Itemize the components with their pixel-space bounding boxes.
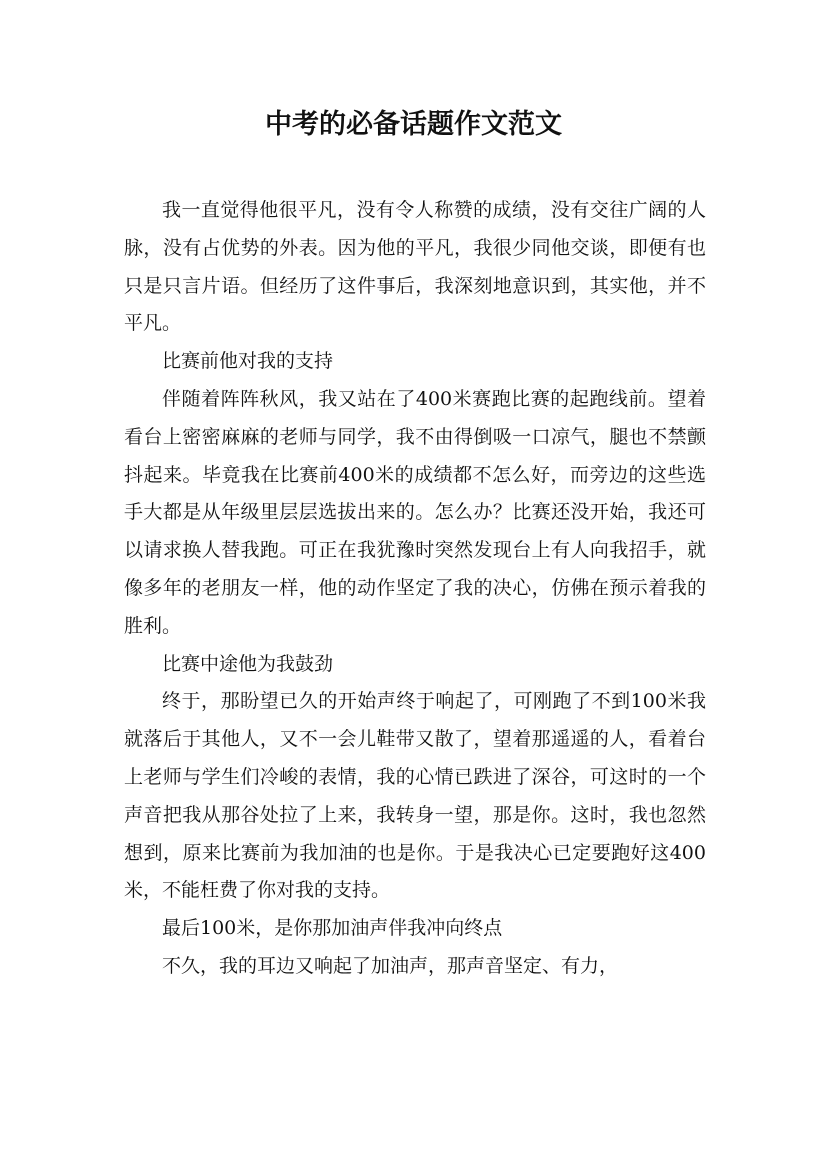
section-heading-before-race: 比赛前他对我的支持 (162, 350, 334, 373)
paragraph-final-100m: 不久，我的耳边又响起了加油声，那声音坚定、有力， (162, 954, 619, 977)
document-title: 中考的必备话题作文范文 (265, 109, 562, 140)
paragraph-intro: 我一直觉得他很平凡，没有令人称赞的成绩，没有交往广阔的人脉，没有占优势的外表。因为他的平凡，我很少同他交谈，即便有也只是只言片语。但经历了这件事后，我深刻地意识到，其实他，并不平凡。 (124, 199, 706, 335)
paragraph-mid-race: 终于，那盼望已久的开始声终于响起了，可刚跑了不到100米我就落后于其他人，又不一会儿鞋带又散了，望着那遥遥的人，看着台上老师与学生们冷峻的表情，我的心情已跌进了深谷，可这时的一个声音把我从那谷处拉了上来，我转身一望，那是你。这时，我也忽然想到，原来比赛前为我加油的也是你。于是我决心已定要跑好这400米，不能枉费了你对我的支持。 (124, 690, 706, 902)
paragraph-before-race: 伴随着阵阵秋风，我又站在了400米赛跑比赛的起跑线前。望着看台上密密麻麻的老师与同学，我不由得倒吸一口凉气，腿也不禁颤抖起来。毕竟我在比赛前400米的成绩都不怎么好，而旁边的这些选手大都是从年级里层层选拔出来的。怎么办？比赛还没开始，我还可以请求换人替我跑。可正在我犹豫时突然发现台上有人向我招手，就像多年的老朋友一样，他的动作坚定了我的决心，仿佛在预示着我的胜利。 (124, 387, 706, 637)
section-heading-final-100m: 最后100米，是你那加油声伴我冲向终点 (162, 917, 503, 940)
document-body (124, 192, 706, 986)
section-heading-mid-race: 比赛中途他为我鼓劲 (162, 652, 334, 675)
